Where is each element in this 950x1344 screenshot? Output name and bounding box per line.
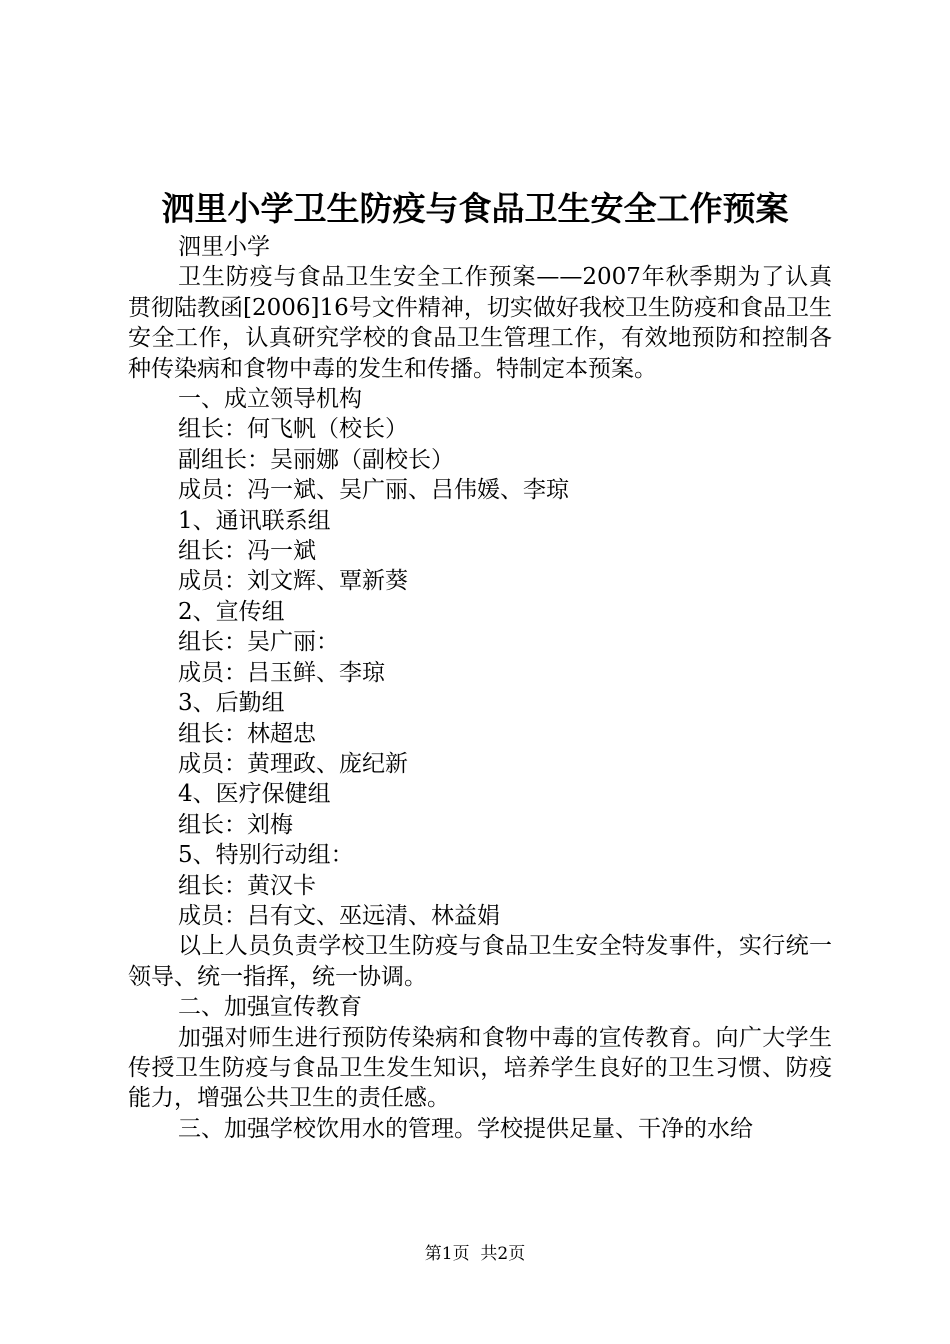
paragraph: 泗里小学	[178, 234, 270, 260]
paragraph: 成员：刘文辉、覃新葵	[178, 568, 408, 595]
paragraph: 组长：刘梅	[178, 811, 293, 838]
paragraph: 成员：吕有文、巫远清、林益娟	[178, 902, 500, 929]
paragraph: 副组长：吴丽娜（副校长）	[178, 446, 454, 473]
paragraph: 组长：林超忠	[178, 720, 316, 747]
paragraph: 成员：冯一斌、吴广丽、吕伟媛、李琼	[178, 477, 569, 504]
paragraph: 组长：何飞帆（校长）	[178, 416, 408, 443]
paragraph: 2、宣传组	[178, 598, 285, 625]
paragraph: 成员：黄理政、庞纪新	[178, 750, 408, 777]
paragraph: 加强对师生进行预防传染病和食物中毒的宣传教育。向广大学生传授卫生防疫与食品卫生发生知识，培养学生良好的卫生习惯、防疫能力，增强公共卫生的责任感。	[128, 1024, 832, 1112]
paragraph: 4、医疗保健组	[178, 781, 331, 808]
paragraph: 一、成立领导机构	[178, 386, 362, 413]
paragraph: 二、加强宣传教育	[178, 994, 362, 1021]
paragraph: 三、加强学校饮用水的管理。学校提供足量、干净的水给	[178, 1115, 753, 1142]
paragraph: 组长：黄汉卡	[178, 872, 316, 899]
paragraph: 1、通讯联系组	[178, 507, 331, 534]
paragraph: 成员：吕玉鲜、李琼	[178, 659, 385, 686]
paragraph: 3、后勤组	[178, 690, 285, 717]
paragraph: 5、特别行动组：	[178, 842, 354, 869]
paragraph: 组长：冯一斌	[178, 538, 316, 565]
page-footer: 第1页 共2页	[424, 1244, 526, 1264]
paragraph: 卫生防疫与食品卫生安全工作预案——2007年秋季期为了认真贯彻陆教函[2006]16号文件精神，切实做好我校卫生防疫和食品卫生安全工作，认真研究学校的食品卫生管理工作，有效地预防和控制各种传染病和食物中毒的发生和传播。特制定本预案。	[128, 264, 832, 382]
document-title: 泗里小学卫生防疫与食品卫生安全工作预案	[161, 189, 789, 228]
document-body	[128, 232, 832, 1144]
paragraph: 组长：吴广丽：	[178, 629, 339, 656]
paragraph: 以上人员负责学校卫生防疫与食品卫生安全特发事件，实行统一领导、统一指挥，统一协调。	[128, 933, 832, 990]
